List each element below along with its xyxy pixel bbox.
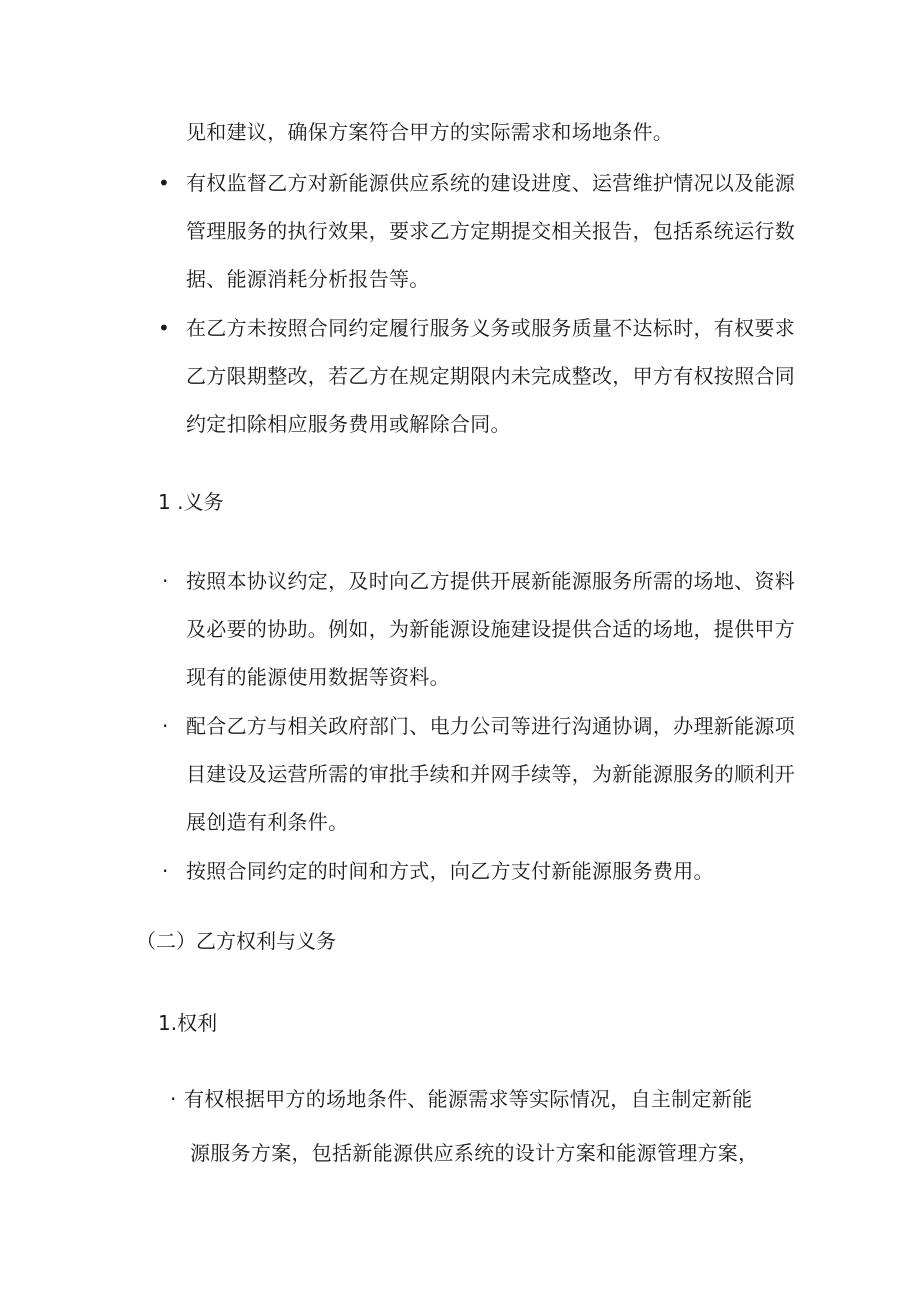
bullet-text-line: 有权监督乙方对新能源供应系统的建设进度、运营维护情况以及能源 [186, 171, 795, 195]
rights-heading: 1.权利 [158, 1011, 218, 1035]
bullet-text-line: 乙方限期整改，若乙方在规定期限内未完成整改，甲方有权按照合同 [186, 364, 795, 388]
section-heading: （二）乙方权利与义务 [136, 929, 336, 953]
bullet-text-line: 目建设及运营所需的审批手续和并网手续等，为新能源服务的顺利开 [186, 762, 795, 786]
bullet-text-line: 有权根据甲方的场地条件、能源需求等实际情况，自主制定新能 [184, 1087, 753, 1111]
bullet-text-line: 据、能源消耗分析报告等。 [186, 267, 430, 291]
bullet-marker: • [158, 171, 170, 195]
bullet-marker: · [162, 569, 169, 593]
bullet-text-line: 按照本协议约定，及时向乙方提供开展新能源服务所需的场地、资料 [186, 569, 795, 593]
obligation-heading: 1 .义务 [158, 490, 224, 514]
bullet-text-line: 源服务方案，包括新能源供应系统的设计方案和能源管理方案， [190, 1141, 759, 1165]
bullet-text-line: 配合乙方与相关政府部门、电力公司等进行沟通协调，办理新能源项 [186, 714, 795, 738]
bullet-text-line: 展创造有利条件。 [186, 810, 349, 834]
bullet-marker: · [162, 859, 169, 883]
paragraph-continuation: 见和建议，确保方案符合甲方的实际需求和场地条件。 [186, 120, 674, 144]
bullet-marker: · [162, 714, 169, 738]
bullet-text-line: 现有的能源使用数据等资料。 [186, 665, 450, 689]
bullet-text-line: 管理服务的执行效果，要求乙方定期提交相关报告，包括系统运行数 [186, 219, 795, 243]
bullet-marker: · [170, 1087, 177, 1111]
bullet-text-line: 及必要的协助。例如，为新能源设施建设提供合适的场地，提供甲方 [186, 617, 795, 641]
bullet-marker: • [158, 316, 170, 340]
bullet-text-line: 按照合同约定的时间和方式，向乙方支付新能源服务费用。 [186, 859, 714, 883]
bullet-text-line: 约定扣除相应服务费用或解除合同。 [186, 412, 511, 436]
bullet-text-line: 在乙方未按照合同约定履行服务义务或服务质量不达标时，有权要求 [186, 316, 795, 340]
